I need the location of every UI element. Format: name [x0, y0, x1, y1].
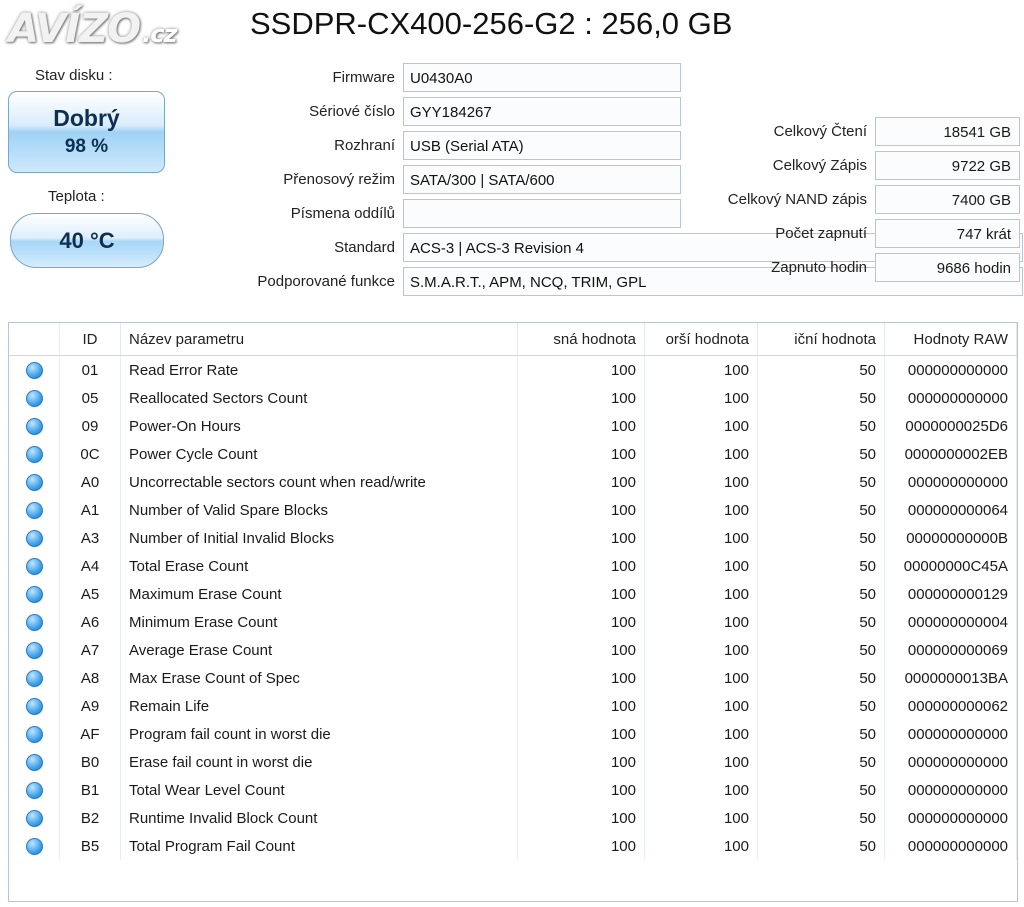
cell-parameter-name: Average Erase Count [121, 636, 518, 664]
cell-current-value: 100 [518, 720, 645, 748]
stat-label: Celkový Zápis [772, 157, 867, 174]
field-label: Firmware [332, 69, 395, 86]
cell-id: B0 [60, 748, 121, 776]
stat-value-power-on-count: 747 krát [875, 219, 1020, 248]
field-label: Rozhraní [334, 137, 395, 154]
status-dot-icon [26, 362, 43, 379]
status-dot-cell [9, 776, 60, 804]
field-value-serial-number: GYY184267 [403, 97, 681, 126]
table-row[interactable] [9, 356, 1017, 385]
stat-label: Celkový Čtení [773, 123, 867, 140]
status-dot-icon [26, 754, 43, 771]
stat-row-power-on-hours [728, 252, 1020, 283]
table-header-row [9, 323, 1017, 356]
table-row[interactable] [9, 552, 1017, 580]
cell-worst-value: 100 [645, 524, 758, 552]
status-dot-cell [9, 552, 60, 580]
cell-raw-value: 000000000064 [885, 496, 1017, 524]
watermark-underline [8, 52, 222, 56]
table-row[interactable] [9, 440, 1017, 468]
status-dot-icon [26, 838, 43, 855]
status-dot-icon [26, 586, 43, 603]
status-dot-cell [9, 692, 60, 720]
cell-id: AF [60, 720, 121, 748]
column-header-id[interactable]: ID [60, 323, 121, 356]
column-header-worst-value[interactable]: orší hodnota [645, 323, 758, 356]
cell-threshold-value: 50 [758, 692, 885, 720]
status-dot-cell [9, 580, 60, 608]
cell-threshold-value: 50 [758, 496, 885, 524]
status-dot-cell [9, 608, 60, 636]
page-title: SSDPR-CX400-256-G2 : 256,0 GB [250, 6, 733, 41]
cell-parameter-name: Reallocated Sectors Count [121, 384, 518, 412]
cell-raw-value: 00000000000B [885, 524, 1017, 552]
stat-row-total-nand-write [728, 184, 1020, 215]
drive-info-area [0, 58, 1024, 322]
status-dot-icon [26, 390, 43, 407]
health-status-text: Dobrý [53, 105, 120, 132]
field-label: Písmena oddílů [290, 205, 395, 222]
cell-current-value: 100 [518, 664, 645, 692]
cell-raw-value: 000000000129 [885, 580, 1017, 608]
cell-current-value: 100 [518, 468, 645, 496]
cell-current-value: 100 [518, 636, 645, 664]
cell-current-value: 100 [518, 496, 645, 524]
health-percent-text: 98 % [64, 135, 109, 157]
cell-threshold-value: 50 [758, 412, 885, 440]
field-row-firmware [180, 62, 1023, 93]
cell-parameter-name: Erase fail count in worst die [121, 748, 518, 776]
table-row[interactable] [9, 748, 1017, 776]
table-row[interactable] [9, 720, 1017, 748]
cell-parameter-name: Total Wear Level Count [121, 776, 518, 804]
cell-current-value: 100 [518, 748, 645, 776]
stat-row-power-on-count [728, 218, 1020, 249]
status-dot-cell [9, 636, 60, 664]
table-row[interactable] [9, 664, 1017, 692]
table-row[interactable] [9, 384, 1017, 412]
cell-id: 05 [60, 384, 121, 412]
status-dot-cell [9, 412, 60, 440]
status-dot-cell [9, 440, 60, 468]
cell-raw-value: 000000000004 [885, 608, 1017, 636]
cell-parameter-name: Read Error Rate [121, 356, 518, 385]
cell-raw-value: 00000000C45A [885, 552, 1017, 580]
cell-worst-value: 100 [645, 552, 758, 580]
disk-status-label: Stav disku : [35, 67, 113, 84]
stat-label: Zapnuto hodin [771, 259, 867, 276]
cell-parameter-name: Runtime Invalid Block Count [121, 804, 518, 832]
table-row[interactable] [9, 832, 1017, 860]
avizo-watermark [8, 4, 224, 54]
cell-current-value: 100 [518, 440, 645, 468]
table-row[interactable] [9, 468, 1017, 496]
cell-threshold-value: 50 [758, 776, 885, 804]
cell-parameter-name: Total Erase Count [121, 552, 518, 580]
cell-threshold-value: 50 [758, 524, 885, 552]
temperature-badge: 40 °C [10, 213, 164, 268]
table-row[interactable] [9, 636, 1017, 664]
stat-value-power-on-hours: 9686 hodin [875, 253, 1020, 282]
cell-id: A3 [60, 524, 121, 552]
column-header-indicator[interactable] [9, 323, 60, 356]
cell-parameter-name: Remain Life [121, 692, 518, 720]
cell-worst-value: 100 [645, 832, 758, 860]
stat-value-total-write: 9722 GB [875, 151, 1020, 180]
cell-id: A8 [60, 664, 121, 692]
cell-current-value: 100 [518, 804, 645, 832]
cell-worst-value: 100 [645, 720, 758, 748]
field-label: Přenosový režim [283, 171, 395, 188]
cell-raw-value: 0000000002EB [885, 440, 1017, 468]
cell-parameter-name: Number of Valid Spare Blocks [121, 496, 518, 524]
cell-raw-value: 000000000000 [885, 832, 1017, 860]
cell-parameter-name: Total Program Fail Count [121, 832, 518, 860]
cell-worst-value: 100 [645, 440, 758, 468]
status-dot-icon [26, 670, 43, 687]
cell-threshold-value: 50 [758, 356, 885, 385]
cell-threshold-value: 50 [758, 720, 885, 748]
stat-label: Celkový NAND zápis [727, 191, 867, 208]
status-dot-cell [9, 524, 60, 552]
cell-threshold-value: 50 [758, 384, 885, 412]
cell-worst-value: 100 [645, 384, 758, 412]
cell-raw-value: 000000000000 [885, 776, 1017, 804]
cell-parameter-name: Power Cycle Count [121, 440, 518, 468]
cell-raw-value: 000000000069 [885, 636, 1017, 664]
cell-worst-value: 100 [645, 608, 758, 636]
status-dot-icon [26, 698, 43, 715]
cell-worst-value: 100 [645, 468, 758, 496]
cell-id: 01 [60, 356, 121, 385]
cell-threshold-value: 50 [758, 636, 885, 664]
cell-worst-value: 100 [645, 636, 758, 664]
cell-worst-value: 100 [645, 356, 758, 385]
column-header-current-value[interactable]: sná hodnota [518, 323, 645, 356]
cell-raw-value: 000000000000 [885, 356, 1017, 385]
field-value-supported-features: S.M.A.R.T., APM, NCQ, TRIM, GPL [403, 267, 1023, 296]
stat-row-total-write [728, 150, 1020, 181]
table-row[interactable] [9, 412, 1017, 440]
status-dot-cell [9, 832, 60, 860]
cell-raw-value: 000000000000 [885, 748, 1017, 776]
cell-id: B1 [60, 776, 121, 804]
cell-threshold-value: 50 [758, 468, 885, 496]
stat-value-total-nand-write: 7400 GB [875, 185, 1020, 214]
cell-current-value: 100 [518, 580, 645, 608]
cell-threshold-value: 50 [758, 608, 885, 636]
cell-parameter-name: Maximum Erase Count [121, 580, 518, 608]
status-dot-cell [9, 468, 60, 496]
cell-threshold-value: 50 [758, 580, 885, 608]
cell-worst-value: 100 [645, 692, 758, 720]
status-dot-icon [26, 418, 43, 435]
field-value-firmware: U0430A0 [403, 63, 681, 92]
status-dot-icon [26, 446, 43, 463]
smart-attributes-table[interactable] [8, 322, 1018, 902]
field-value-interface: USB (Serial ATA) [403, 131, 681, 160]
status-dot-icon [26, 642, 43, 659]
cell-current-value: 100 [518, 524, 645, 552]
status-dot-icon [26, 726, 43, 743]
cell-worst-value: 100 [645, 748, 758, 776]
cell-raw-value: 0000000025D6 [885, 412, 1017, 440]
cell-raw-value: 000000000000 [885, 468, 1017, 496]
status-dot-cell [9, 496, 60, 524]
health-status-badge [8, 91, 165, 173]
table-row[interactable] [9, 608, 1017, 636]
cell-current-value: 100 [518, 412, 645, 440]
field-label: Podporované funkce [257, 273, 395, 290]
cell-worst-value: 100 [645, 804, 758, 832]
table-row[interactable] [9, 692, 1017, 720]
cell-id: A9 [60, 692, 121, 720]
cell-worst-value: 100 [645, 664, 758, 692]
cell-threshold-value: 50 [758, 832, 885, 860]
watermark-text: AVÍZO [8, 6, 141, 52]
cell-threshold-value: 50 [758, 552, 885, 580]
table-row[interactable] [9, 496, 1017, 524]
status-dot-icon [26, 502, 43, 519]
field-label: Standard [334, 239, 395, 256]
cell-current-value: 100 [518, 776, 645, 804]
cell-id: 09 [60, 412, 121, 440]
cell-worst-value: 100 [645, 580, 758, 608]
watermark-suffix: .cz [142, 20, 177, 48]
status-dot-cell [9, 664, 60, 692]
cell-id: A6 [60, 608, 121, 636]
cell-current-value: 100 [518, 356, 645, 385]
field-value-transfer-mode: SATA/300 | SATA/600 [403, 165, 681, 194]
status-dot-icon [26, 614, 43, 631]
table-row[interactable] [9, 580, 1017, 608]
field-label: Sériové číslo [309, 103, 395, 120]
status-dot-cell [9, 748, 60, 776]
column-header-threshold-value[interactable]: iční hodnota [758, 323, 885, 356]
cell-current-value: 100 [518, 608, 645, 636]
status-dot-icon [26, 530, 43, 547]
status-dot-cell [9, 356, 60, 385]
table-row[interactable] [9, 524, 1017, 552]
table-row[interactable] [9, 776, 1017, 804]
status-dot-cell [9, 720, 60, 748]
column-header-parameter-name[interactable]: Název parametru [121, 323, 518, 356]
cell-parameter-name: Program fail count in worst die [121, 720, 518, 748]
table-row[interactable] [9, 804, 1017, 832]
cell-id: A4 [60, 552, 121, 580]
cell-id: B5 [60, 832, 121, 860]
stat-value-total-read: 18541 GB [875, 117, 1020, 146]
cell-threshold-value: 50 [758, 664, 885, 692]
cell-parameter-name: Number of Initial Invalid Blocks [121, 524, 518, 552]
cell-raw-value: 000000000000 [885, 804, 1017, 832]
cell-current-value: 100 [518, 384, 645, 412]
cell-threshold-value: 50 [758, 440, 885, 468]
field-value-standard: ACS-3 | ACS-3 Revision 4 [403, 233, 1023, 262]
cell-parameter-name: Power-On Hours [121, 412, 518, 440]
cell-id: 0C [60, 440, 121, 468]
status-dot-cell [9, 804, 60, 832]
cell-parameter-name: Minimum Erase Count [121, 608, 518, 636]
cell-id: A5 [60, 580, 121, 608]
column-header-raw-values[interactable]: Hodnoty RAW [885, 323, 1017, 356]
field-value-drive-letters [403, 199, 681, 228]
status-dot-cell [9, 384, 60, 412]
cell-id: B2 [60, 804, 121, 832]
status-dot-icon [26, 782, 43, 799]
cell-current-value: 100 [518, 692, 645, 720]
cell-parameter-name: Uncorrectable sectors count when read/write [121, 468, 518, 496]
cell-raw-value: 000000000062 [885, 692, 1017, 720]
cell-current-value: 100 [518, 552, 645, 580]
cell-threshold-value: 50 [758, 748, 885, 776]
cell-raw-value: 0000000013BA [885, 664, 1017, 692]
cell-raw-value: 000000000000 [885, 384, 1017, 412]
cell-worst-value: 100 [645, 496, 758, 524]
drive-stats-list [728, 116, 1020, 286]
cell-id: A7 [60, 636, 121, 664]
cell-id: A0 [60, 468, 121, 496]
temperature-label: Teplota : [48, 188, 105, 205]
status-dot-icon [26, 558, 43, 575]
status-dot-icon [26, 474, 43, 491]
cell-current-value: 100 [518, 832, 645, 860]
cell-worst-value: 100 [645, 412, 758, 440]
status-dot-icon [26, 810, 43, 827]
stat-row-total-read [728, 116, 1020, 147]
cell-parameter-name: Max Erase Count of Spec [121, 664, 518, 692]
app-header [0, 0, 1024, 58]
cell-worst-value: 100 [645, 776, 758, 804]
stat-label: Počet zapnutí [775, 225, 867, 242]
cell-threshold-value: 50 [758, 804, 885, 832]
cell-raw-value: 000000000000 [885, 720, 1017, 748]
cell-id: A1 [60, 496, 121, 524]
